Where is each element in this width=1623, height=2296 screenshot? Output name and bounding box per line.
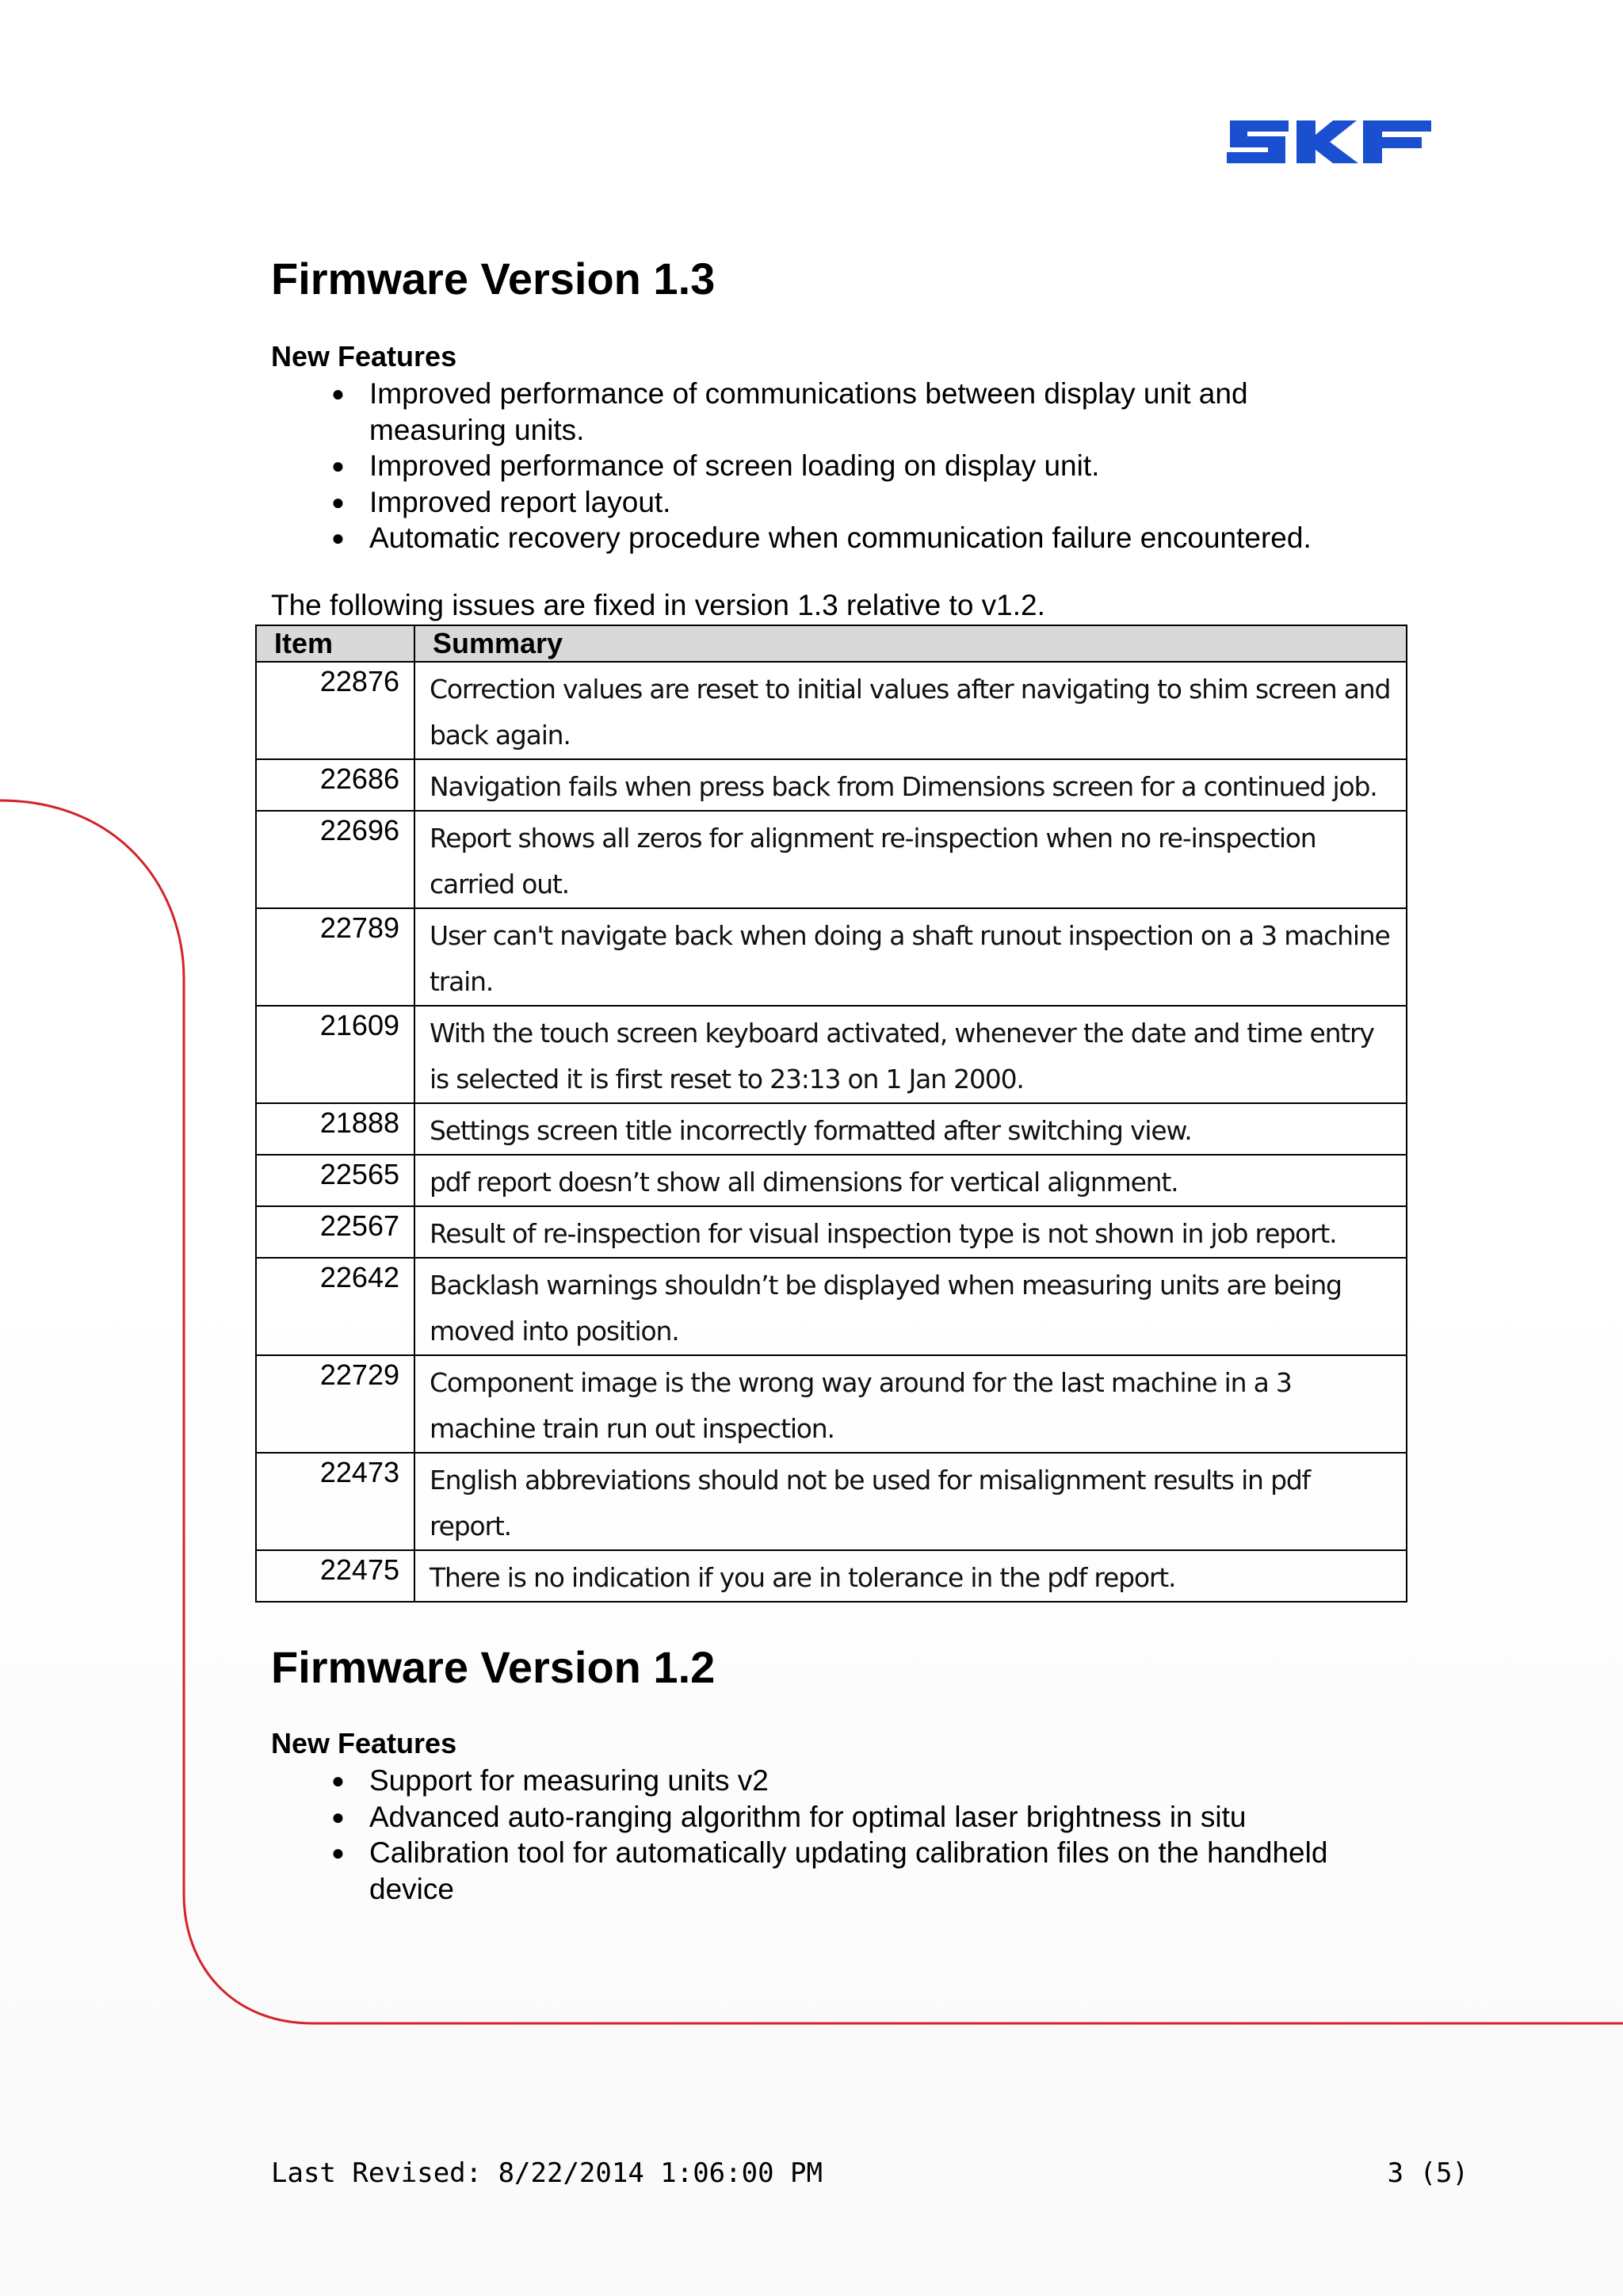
- item-summary: Report shows all zeros for alignment re-inspection when no re-inspection carried out.: [414, 811, 1407, 908]
- bullet-icon: ●: [331, 1804, 345, 1829]
- list-item: ● Improved report layout.: [271, 484, 1381, 521]
- table-row: [256, 908, 1407, 1006]
- item-number: 21609: [256, 1006, 414, 1103]
- item-number: 22696: [256, 811, 414, 908]
- issues-table: [255, 625, 1407, 1603]
- features-list-v12: [271, 1763, 1365, 1907]
- table-row: [256, 662, 1407, 759]
- item-summary: User can't navigate back when doing a shaft runout inspection on a 3 machine train.: [414, 908, 1407, 1006]
- list-item: ● Support for measuring units v2: [271, 1763, 1365, 1799]
- footer-last-revised: Last Revised: 8/22/2014 1:06:00 PM: [271, 2157, 823, 2189]
- item-number: 21888: [256, 1103, 414, 1155]
- table-header-row: [256, 625, 1407, 662]
- bullet-icon: ●: [331, 1768, 345, 1793]
- column-header-item: Item: [256, 625, 414, 662]
- table-row: [256, 1206, 1407, 1258]
- item-summary: With the touch screen keyboard activated, whenever the date and time entry is selected it is first reset to 23:13 on 1 Jan 2000.: [414, 1006, 1407, 1103]
- list-item: ● Advanced auto-ranging algorithm for optimal laser brightness in situ: [271, 1799, 1365, 1836]
- list-item: ● Improved performance of screen loading on display unit.: [271, 448, 1381, 484]
- bullet-icon: ●: [331, 525, 345, 550]
- item-number: 22686: [256, 759, 414, 811]
- skf-logo: [1227, 117, 1433, 166]
- bullet-icon: ●: [331, 381, 345, 406]
- item-number: 22789: [256, 908, 414, 1006]
- item-number: 22565: [256, 1155, 414, 1206]
- section-heading-v12: Firmware Version 1.2: [271, 1642, 716, 1692]
- item-summary: Component image is the wrong way around for the last machine in a 3 machine train run out inspection.: [414, 1355, 1407, 1453]
- features-heading-v12: New Features: [271, 1727, 457, 1759]
- features-heading-v13: New Features: [271, 340, 457, 372]
- item-number: 22642: [256, 1258, 414, 1355]
- item-summary: Backlash warnings shouldn’t be displayed when measuring units are being moved into position.: [414, 1258, 1407, 1355]
- item-number: 22876: [256, 662, 414, 759]
- table-row: [256, 1006, 1407, 1103]
- table-row: [256, 1103, 1407, 1155]
- bullet-icon: ●: [331, 1840, 345, 1865]
- section-heading-v13: Firmware Version 1.3: [271, 254, 716, 304]
- table-row: [256, 1155, 1407, 1206]
- list-item: ● Calibration tool for automatically updating calibration files on the handheld device: [331, 1836, 1328, 1905]
- item-number: 22473: [256, 1453, 414, 1550]
- table-row: [256, 1550, 1407, 1602]
- table-row: [256, 1258, 1407, 1355]
- bullet-icon: ●: [331, 453, 345, 478]
- item-summary: pdf report doesn’t show all dimensions for vertical alignment.: [414, 1155, 1407, 1206]
- item-summary: English abbreviations should not be used for misalignment results in pdf report.: [414, 1453, 1407, 1550]
- item-summary: Settings screen title incorrectly formatted after switching view.: [414, 1103, 1407, 1155]
- item-number: 22567: [256, 1206, 414, 1258]
- footer-page-number: 3 (5): [1387, 2157, 1468, 2189]
- item-number: 22729: [256, 1355, 414, 1453]
- table-row: [256, 1355, 1407, 1453]
- list-item: ● Improved performance of communications between display unit and measuring units.: [331, 377, 1248, 446]
- column-header-summary: Summary: [414, 625, 1407, 662]
- item-summary: There is no indication if you are in tolerance in the pdf report.: [414, 1550, 1407, 1602]
- item-number: 22475: [256, 1550, 414, 1602]
- item-summary: Correction values are reset to initial values after navigating to shim screen and back again.: [414, 662, 1407, 759]
- item-summary: Navigation fails when press back from Dimensions screen for a continued job.: [414, 759, 1407, 811]
- issues-intro: The following issues are fixed in version 1.3 relative to v1.2.: [271, 589, 1045, 621]
- bullet-icon: ●: [331, 489, 345, 514]
- table-row: [256, 759, 1407, 811]
- table-row: [256, 811, 1407, 908]
- list-item: ● Automatic recovery procedure when communication failure encountered.: [271, 520, 1381, 556]
- table-row: [256, 1453, 1407, 1550]
- item-summary: Result of re-inspection for visual inspection type is not shown in job report.: [414, 1206, 1407, 1258]
- features-list-v13: [271, 376, 1381, 556]
